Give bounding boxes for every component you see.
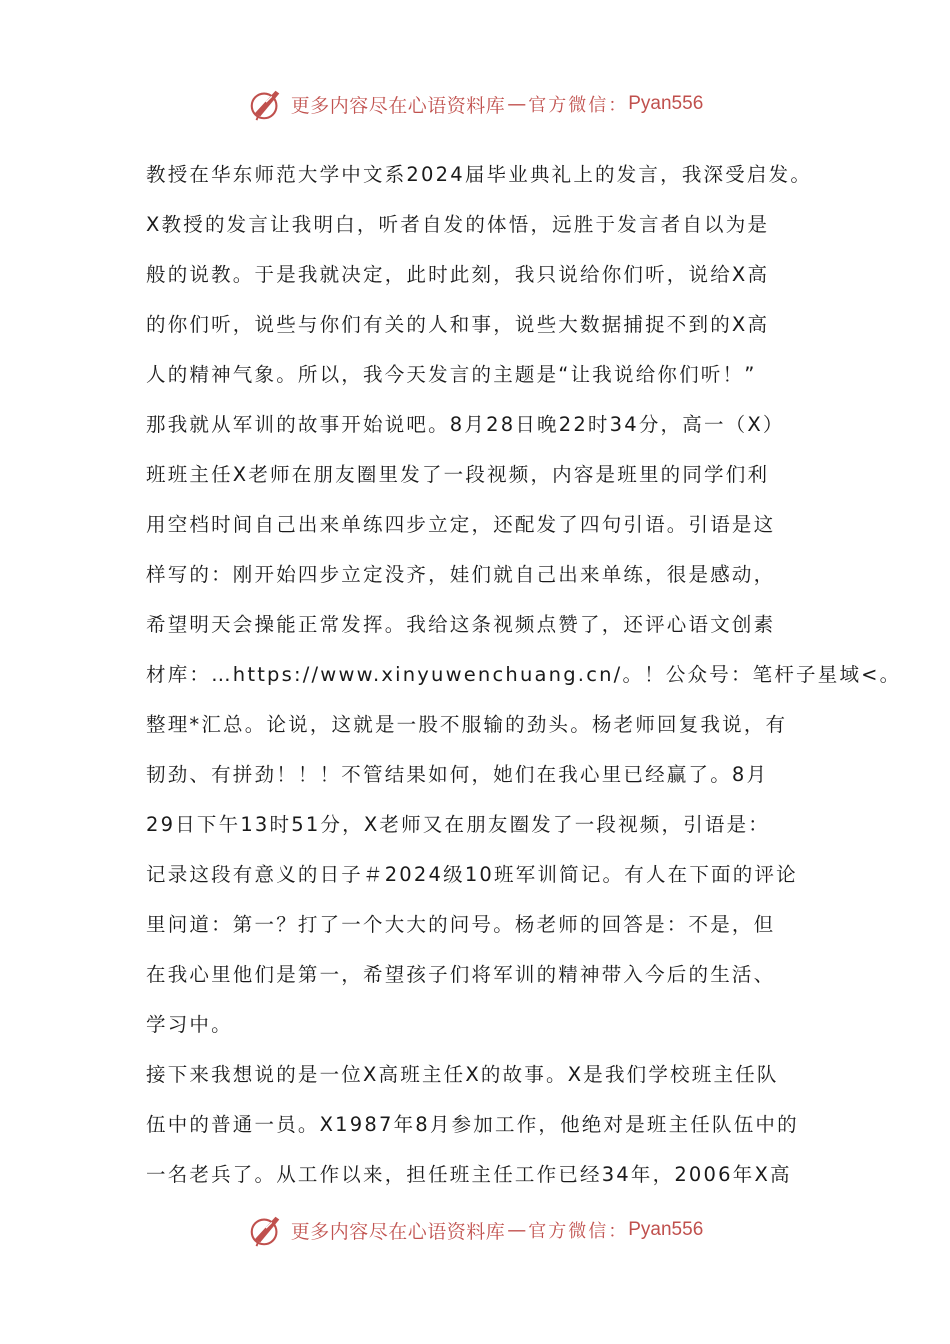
body-line: 的你们听，说些与你们有关的人和事，说些大数据捕捉不到的X高	[146, 313, 770, 336]
footer-watermark	[0, 1210, 950, 1250]
body-line: 希望明天会操能正常发挥。我给这条视频点赞了，还评心语文创素	[146, 613, 776, 636]
body-line: 学习中。	[146, 1013, 233, 1036]
footer-dash: —	[507, 1219, 527, 1241]
body-line: 班班主任X老师在朋友圈里发了一段视频，内容是班里的同学们利	[146, 463, 770, 486]
body-line: 材库：…https://www.xinyuwenchuang.cn/。！公众号：笔杆子星域<。	[146, 663, 902, 686]
body-line: 接下来我想说的是一位X高班主任X的故事。X是我们学校班主任队	[146, 1063, 779, 1086]
body-line: 在我心里他们是第一，希望孩子们将军训的精神带入今后的生活、	[146, 963, 776, 986]
footer-wechat-label: 官方微信：	[528, 1221, 629, 1242]
header-wechat-label: 官方微信：	[528, 95, 629, 116]
body-line: 29日下午13时51分，X老师又在朋友圈发了一段视频，引语是：	[146, 813, 770, 836]
body-line: 记录这段有意义的日子＃2024级10班军训简记。有人在下面的评论	[146, 863, 798, 886]
body-line: X教授的发言让我明白，听者自发的体悟，远胜于发言者自以为是	[146, 213, 770, 236]
quill-pen-logo-icon	[247, 85, 285, 123]
body-line: 那我就从军训的故事开始说吧。8月28日晚22时34分，高一（X）	[146, 413, 785, 436]
body-line: 整理*汇总。论说，这就是一股不服输的劲头。杨老师回复我说，有	[146, 713, 788, 736]
body-line: 韧劲、有拼劲！！！不管结果如何，她们在我心里已经赢了。8月	[146, 763, 769, 786]
header-wechat-id: Pyan556	[628, 93, 704, 114]
body-line: 伍中的普通一员。X1987年8月参加工作，他绝对是班主任队伍中的	[146, 1113, 799, 1136]
quill-pen-logo-icon	[247, 1211, 285, 1249]
body-line: 用空档时间自己出来单练四步立定，还配发了四句引语。引语是这	[146, 513, 776, 536]
body-line: 般的说教。于是我就决定，此时此刻，我只说给你们听，说给X高	[146, 263, 770, 286]
body-line: 人的精神气象。所以，我今天发言的主题是“让我说给你们听！”	[146, 363, 757, 386]
footer-wechat-id: Pyan556	[628, 1219, 704, 1240]
document-body	[146, 150, 902, 1200]
body-line: 里问道：第一？打了一个大大的问号。杨老师的回答是：不是，但	[146, 913, 776, 936]
body-line: 一名老兵了。从工作以来，担任班主任工作已经34年，2006年X高	[146, 1163, 792, 1186]
header-site-text: 更多内容尽在心语资料库	[290, 94, 506, 117]
body-line: 样写的：刚开始四步立定没齐，娃们就自己出来单练，很是感动，	[146, 563, 776, 586]
body-line: 教授在华东师范大学中文系2024届毕业典礼上的发言，我深受启发。	[146, 163, 813, 186]
header-dash: —	[507, 93, 527, 115]
footer-site-text: 更多内容尽在心语资料库	[290, 1220, 506, 1243]
header-watermark	[0, 84, 950, 124]
